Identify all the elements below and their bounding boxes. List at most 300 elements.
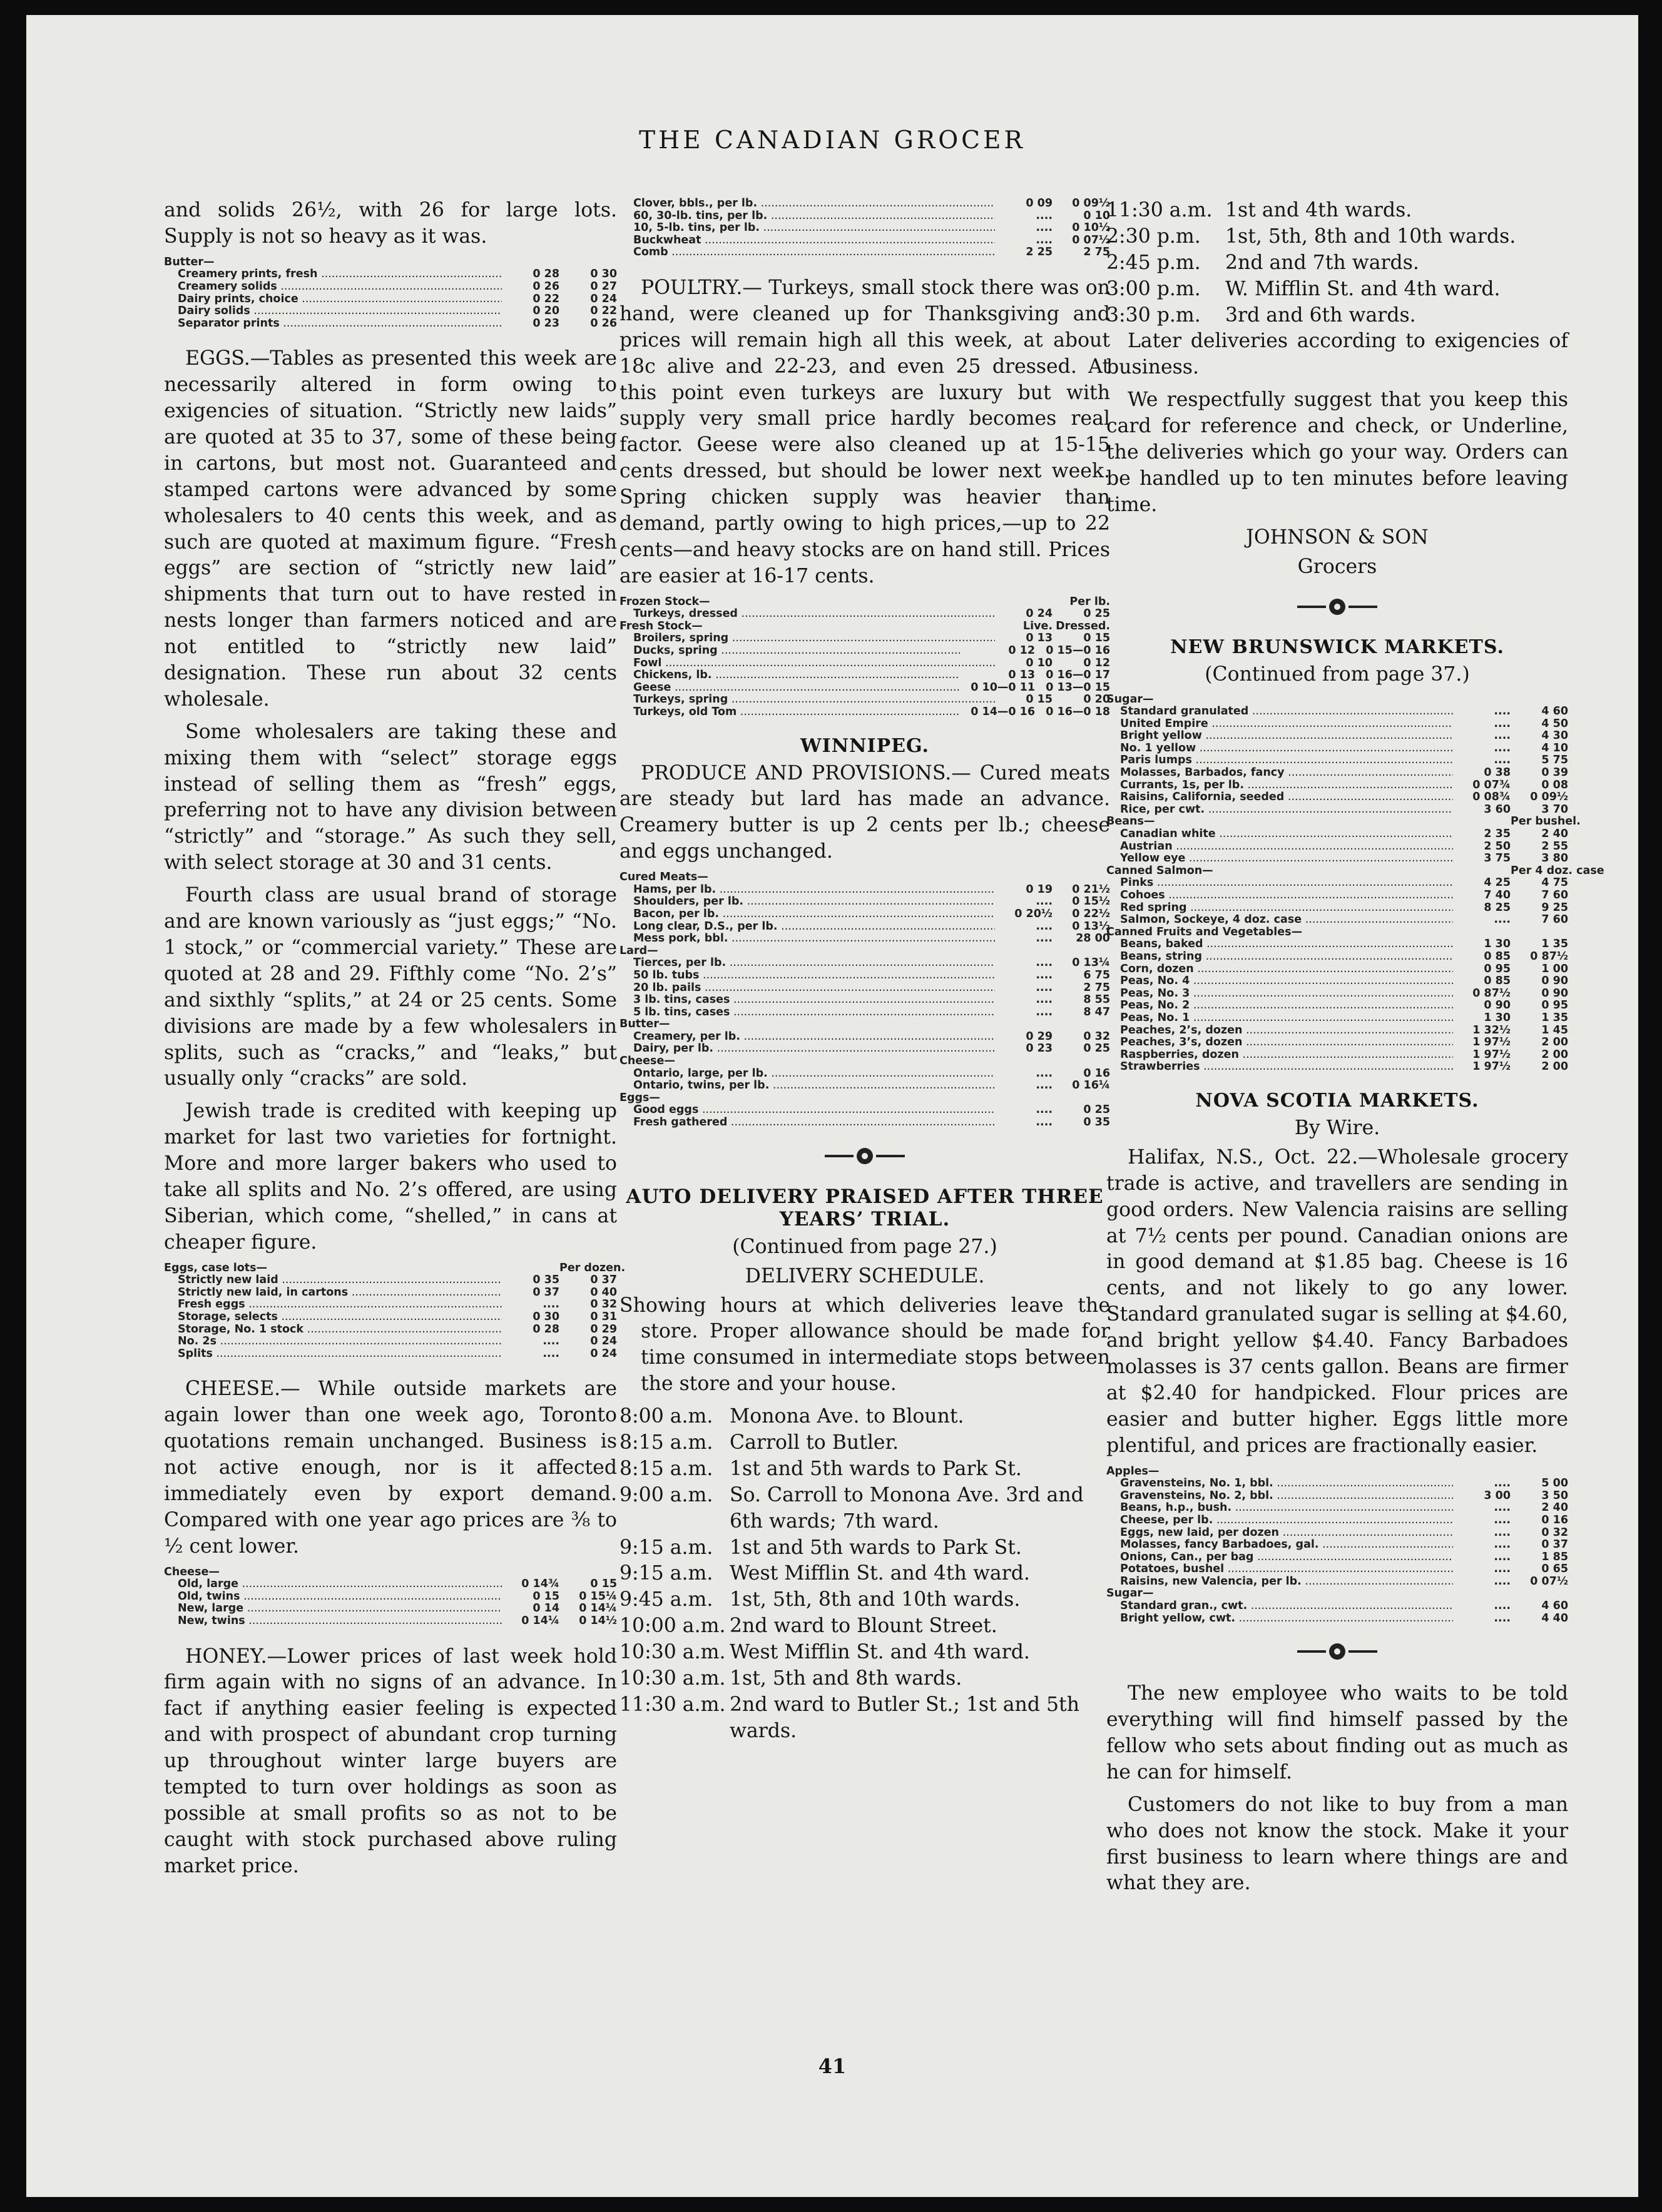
schedule-destination: West Mifflin St. and 4th ward. (730, 1641, 1030, 1664)
schedule-destination: 1st, 5th, 8th and 10th wards. (730, 1588, 1021, 1611)
table-item-name: Comb ..... (619, 246, 995, 259)
schedule-time: 10:30 a.m. (619, 1641, 726, 1664)
table-item-name: Long clear, D.S., per lb. ..... (619, 921, 995, 933)
table-category-row (1106, 815, 1581, 828)
schedule-row (619, 1666, 1110, 1692)
table-item-name: 50 lb. tubs ..... (619, 970, 995, 982)
continued-note: (Continued from page 37.) (1205, 662, 1470, 686)
table-price: 0 15 (533, 1590, 559, 1603)
table-row (164, 1603, 617, 1615)
table-price: 3 70 (1541, 803, 1568, 816)
table-row (619, 994, 1110, 1007)
table-price: 0 35 (1083, 1116, 1110, 1129)
table-row (619, 1043, 1110, 1055)
page-header: THE CANADIAN GROCER (639, 126, 1026, 155)
table-row (164, 318, 617, 330)
table-row (619, 694, 1110, 706)
column-right (1106, 198, 1604, 1903)
table-price: 0 15½ (1072, 895, 1110, 908)
table-price: 0 85 (1484, 975, 1511, 988)
table-item-name: Bacon, per lb. ..... (619, 908, 995, 921)
table-price: 1 30 (1484, 1011, 1511, 1024)
price-table-eggs (164, 1261, 626, 1361)
table-item-name: 10, 5-lb. tins, per lb. ..... (619, 222, 995, 235)
schedule-time: 11:30 a.m. (1106, 199, 1213, 221)
table-row (1106, 1000, 1568, 1012)
table-item-name: Turkeys, old Tom ..... (619, 706, 960, 719)
paragraph: Later deliveries according to exigencies of business. (1106, 330, 1568, 379)
table-item-name: Molasses, fancy Barbadoes, gal. ..... (1106, 1539, 1453, 1551)
table-row (619, 682, 1110, 694)
table-item-name: Gravensteins, No. 1, bbl. ..... (1106, 1478, 1453, 1490)
schedule-row (619, 1483, 1110, 1535)
table-price: 0 30 (590, 268, 617, 281)
table-price: 1 97½ (1472, 1036, 1511, 1049)
schedule-row (619, 1640, 1110, 1666)
table-price: Per lb. (1069, 595, 1110, 608)
schedule-row (619, 1404, 1110, 1430)
schedule-row (1106, 276, 1568, 303)
table-price: 0 20½ (1014, 907, 1053, 920)
table-item-name: Creamery, per lb. ..... (619, 1031, 995, 1043)
table-row (1106, 1539, 1568, 1551)
table-price: 0 13 (1026, 632, 1053, 645)
table-row (619, 896, 1110, 908)
table-price: 0 23 (1026, 1042, 1053, 1055)
table-price: .... (1494, 1563, 1511, 1576)
paragraph: Some wholesalers are taking these and mixing them with “select” storage eggs instead of selling them as “fresh” eggs, preferring not to have any division between “strictly” and “storage.” As such they sell, with select storage at 30 and 31 cents. (164, 720, 617, 875)
table-price: 2 75 (1083, 981, 1110, 994)
table-price: .... (1494, 741, 1511, 754)
table-price: .... (1494, 1600, 1511, 1613)
table-row (1106, 767, 1568, 779)
table-row (1106, 914, 1568, 926)
table-price: 0 16¼ (1072, 1079, 1110, 1092)
table-price: 0 26 (590, 317, 617, 330)
table-row (164, 1591, 617, 1603)
table-price: 1 00 (1541, 962, 1568, 975)
table-price: 0 25 (1083, 1042, 1110, 1055)
table-price: .... (1494, 1575, 1511, 1588)
table-row (1106, 1037, 1568, 1049)
table-item-name: Mess pork, bbl. ..... (619, 933, 995, 945)
table-row (1106, 988, 1568, 1000)
table-price: 0 29 (590, 1322, 617, 1336)
subheading-by-wire: By Wire. (1294, 1116, 1380, 1139)
table-item-name: Salmon, Sockeye, 4 doz. case ..... (1106, 914, 1453, 926)
section-heading-new-brunswick: NEW BRUNSWICK MARKETS. (1170, 636, 1504, 658)
table-price: 0 87½ (1472, 987, 1511, 1000)
price-table-cheese (164, 1566, 617, 1628)
table-category-row (619, 871, 1110, 884)
schedule-time: 8:00 a.m. (619, 1405, 713, 1428)
table-price: 2 35 (1484, 828, 1511, 841)
table-price: 0 14¾ (521, 1578, 559, 1591)
schedule-time: 9:00 a.m. (619, 1483, 713, 1506)
table-row (1106, 779, 1568, 792)
table-item-name: Beans, baked ..... (1106, 938, 1453, 951)
table-row (1106, 1049, 1568, 1062)
table-item-name: Creamery solids ..... (164, 281, 502, 293)
table-category-row (1106, 926, 1568, 939)
table-price: 4 50 (1541, 717, 1568, 730)
schedule-row (619, 1587, 1110, 1613)
table-row (1106, 1502, 1568, 1514)
table-price: 0 32 (590, 1298, 617, 1311)
table-price: 0 12 (1083, 656, 1110, 669)
table-row (164, 1324, 617, 1336)
table-category-label: Butter— (164, 255, 215, 268)
schedule-time: 9:45 a.m. (619, 1588, 713, 1611)
table-category-label: Beans— (1106, 815, 1155, 828)
table-price: 0 25 (1083, 1103, 1110, 1117)
table-price: 0 21½ (1072, 883, 1110, 896)
schedule-destination: 2nd ward to Butler St.; 1st and 5th wards. (730, 1693, 1079, 1742)
table-row (1106, 1012, 1568, 1025)
table-item-name: Peas, No. 1 ..... (1106, 1012, 1453, 1025)
table-row (164, 281, 617, 293)
table-price: 0 20 (533, 305, 559, 318)
table-price: 0 15 (590, 1578, 617, 1591)
table-row (619, 706, 1110, 719)
table-category-row (1106, 1588, 1568, 1600)
table-category-label: Cheese— (619, 1055, 675, 1068)
table-item-name: Yellow eye ..... (1106, 853, 1453, 865)
schedule-destination: Carroll to Butler. (730, 1431, 899, 1454)
schedule-row (1106, 198, 1568, 224)
table-row (619, 657, 1110, 670)
ornament-divider-icon (1293, 596, 1381, 617)
continued-note: (Continued from page 27.) (732, 1235, 997, 1258)
table-price: 2 55 (1541, 840, 1568, 853)
table-row (619, 669, 1110, 682)
table-row (1106, 1514, 1568, 1527)
table-row (164, 293, 617, 306)
table-price: 0 13¼ (1072, 956, 1110, 970)
table-item-name: Turkeys, dressed ..... (619, 608, 995, 621)
table-price: .... (1494, 1477, 1511, 1490)
table-price: 4 60 (1541, 705, 1568, 718)
schedule-destination: So. Carroll to Monona Ave. 3rd and 6th wards; 7th ward. (730, 1483, 1084, 1533)
table-price: 3 80 (1541, 852, 1568, 865)
table-price: .... (1494, 705, 1511, 718)
table-row (164, 1615, 617, 1628)
table-item-name: Raisins, new Valencia, per lb. ..... (1106, 1576, 1453, 1588)
table-row (1106, 1576, 1568, 1588)
schedule-destination: 3rd and 6th wards. (1225, 303, 1416, 327)
table-price: 8 55 (1083, 993, 1110, 1007)
table-row (1106, 743, 1568, 755)
table-category-label: Eggs, case lots— (164, 1261, 268, 1274)
schedule-destination: Monona Ave. to Blount. (730, 1405, 964, 1428)
table-price: .... (1036, 1079, 1053, 1092)
table-row (1106, 877, 1568, 890)
table-row (619, 632, 1110, 645)
table-price: 0 95 (1541, 999, 1568, 1012)
table-item-name: Separator prints ..... (164, 318, 502, 330)
table-category-row (619, 1018, 1110, 1031)
table-price: 0 07½ (1530, 1575, 1568, 1588)
table-price: 0 32 (1083, 1030, 1110, 1043)
table-price: 1 85 (1541, 1550, 1568, 1563)
table-category-label: Frozen Stock— (619, 595, 710, 608)
table-price: .... (1036, 1116, 1053, 1129)
ornament-divider-icon (1293, 1641, 1381, 1662)
table-row (1106, 1061, 1568, 1073)
signature-name: JOHNSON & SON (1246, 525, 1429, 549)
table-price: 0 37 (590, 1274, 617, 1287)
table-price: 0 15 (1026, 693, 1053, 706)
page-number: 41 (818, 2054, 847, 2078)
table-price: 0 16 (1083, 1067, 1110, 1080)
table-price: 0 10—0 11 (971, 681, 1035, 694)
price-table-nova-scotia (1106, 1466, 1568, 1625)
table-price: 0 23 (533, 317, 559, 330)
table-row (164, 1299, 617, 1311)
schedule-time: 10:00 a.m. (619, 1615, 726, 1638)
table-price: 5 75 (1541, 754, 1568, 767)
table-item-name: United Empire ..... (1106, 718, 1453, 731)
table-price: 4 30 (1541, 729, 1568, 743)
table-item-name: Red spring ..... (1106, 902, 1453, 915)
table-row (1106, 828, 1568, 841)
table-price: 0 20 (1083, 693, 1110, 706)
table-item-name: Standard gran., cwt. ..... (1106, 1600, 1453, 1613)
table-price: 0 07½ (1072, 233, 1110, 246)
table-price: 0 28 (533, 268, 559, 281)
table-price: 0 24 (590, 1335, 617, 1348)
table-item-name: Beans, string ..... (1106, 951, 1453, 963)
table-item-name: Molasses, Barbados, fancy ..... (1106, 767, 1453, 779)
table-price: .... (1036, 1067, 1053, 1080)
table-item-name: Currants, 1s, per lb. ..... (1106, 779, 1453, 792)
table-item-name: Strictly new laid ..... (164, 1274, 502, 1287)
table-price: .... (1494, 1538, 1511, 1551)
schedule-row (1106, 224, 1568, 250)
table-item-name: Ducks, spring ..... (619, 645, 960, 657)
table-price: 0 38 (1484, 766, 1511, 779)
table-price: 1 30 (1484, 938, 1511, 951)
schedule-destination: 1st and 4th wards. (1225, 199, 1412, 221)
schedule-row (1106, 250, 1568, 276)
section-heading-auto-delivery: AUTO DELIVERY PRAISED AFTER THREE YEARS’ TRIAL. (626, 1185, 1104, 1230)
schedule-destination: 1st, 5th, 8th and 10th wards. (1225, 225, 1516, 248)
table-price: .... (1494, 1550, 1511, 1563)
table-item-name: Standard granulated ..... (1106, 706, 1453, 718)
schedule-row (619, 1535, 1110, 1561)
table-item-name: Strawberries ..... (1106, 1061, 1453, 1073)
table-item-name: New, twins ..... (164, 1615, 502, 1628)
table-price: 0 90 (1484, 999, 1511, 1012)
table-item-name: Storage, selects ..... (164, 1311, 502, 1324)
table-price: 0 15¼ (579, 1590, 617, 1603)
table-row (619, 908, 1110, 921)
table-item-name: Storage, No. 1 stock ..... (164, 1324, 502, 1336)
table-item-name: Paris lumps ..... (1106, 754, 1453, 767)
table-price: 0 16—0 18 (1046, 706, 1110, 718)
table-item-name: Raspberries, dozen ..... (1106, 1049, 1453, 1062)
table-price: 0 14¼ (579, 1602, 617, 1615)
paragraph: The new employee who waits to be told everything will find himself passed by the fellow who sets about finding out as much as he can for himself. (1106, 1682, 1568, 1783)
table-price: .... (1494, 717, 1511, 730)
table-item-name: Old, twins ..... (164, 1591, 502, 1603)
table-row (619, 957, 1110, 970)
table-price: 3 60 (1484, 803, 1511, 816)
table-row (619, 921, 1110, 933)
paragraph: Jewish trade is credited with keeping up market for last two varieties for fortnight. More and more larger bakers who used to take all splits and No. 2’s offered, are using Siberian, which come, “shelled,” in cans at cheaper figure. (164, 1100, 617, 1254)
table-price: 0 15 (1083, 632, 1110, 645)
table-row (1106, 975, 1568, 988)
table-item-name: Clover, bbls., per lb. ..... (619, 198, 995, 210)
price-table-winnipeg (619, 871, 1110, 1129)
table-price: 0 13—0 15 (1046, 681, 1110, 694)
table-category-label: Canned Salmon— (1106, 864, 1213, 877)
schedule-time: 8:15 a.m. (619, 1431, 713, 1454)
column-middle (619, 198, 1110, 1745)
table-item-name: Canadian white ..... (1106, 828, 1453, 841)
table-item-name: Ontario, twins, per lb. ..... (619, 1080, 995, 1092)
table-row (1106, 791, 1568, 804)
table-price: 0 30 (533, 1311, 559, 1323)
table-price: 9 25 (1541, 901, 1568, 914)
table-row (619, 982, 1110, 995)
schedule-destination: 2nd ward to Blount Street. (730, 1615, 997, 1638)
table-item-name: Splits ..... (164, 1348, 502, 1361)
newspaper-page (26, 15, 1638, 2197)
paragraph-poultry: POULTRY.— Turkeys, small stock there was on hand, were cleaned up for Thanksgiving and prices will remain high all this week, at about 18c alive and 22-23, and even 25 dressed. At this point even turkeys are luxury but with supply very small price hardly becomes real factor. Geese were also cleaned up at 15-15 cents dressed, but should be lower next week. Spring chicken supply was heavier than demand, partly owing to high prices,—up to 22 cents—and heavy stocks are on hand still. Prices are easier at 16-17 cents. (619, 276, 1110, 587)
table-price: 0 25 (1083, 607, 1110, 621)
table-price: .... (1036, 233, 1053, 246)
price-table-honey (619, 198, 1110, 259)
table-price: 0 15—0 16 (1046, 644, 1110, 657)
table-row (1106, 1478, 1568, 1490)
table-row (1106, 890, 1568, 902)
schedule-time: 8:15 a.m. (619, 1457, 713, 1480)
schedule-time: 2:30 p.m. (1106, 225, 1201, 248)
table-price: 0 37 (533, 1286, 559, 1299)
table-price: .... (1036, 895, 1053, 908)
paragraph-eggs: EGGS.—Tables as presented this week are necessarily altered in form owing to exigencies of situation. “Strictly new laids” are quoted at 35 to 37, some of these being in cartons, but most not. Guaranteed and stamped cartons were advanced by some wholesalers to 40 cents this week, and as such are quoted at maximum figure. “Fresh eggs” are section of “strictly new laid” shipments that turn out to have rested in nests longer than farmers noticed and are not entitled to “strictly new laid” designation. These run about 32 cents wholesale. (164, 347, 617, 711)
table-price: 2 75 (1083, 246, 1110, 259)
subheading-delivery-schedule: DELIVERY SCHEDULE. (745, 1264, 985, 1287)
table-row (164, 1578, 617, 1591)
table-price: .... (1036, 968, 1053, 982)
table-item-name: Peaches, 2’s, dozen ..... (1106, 1025, 1453, 1037)
schedule-destination: 1st, 5th and 8th wards. (730, 1667, 962, 1690)
table-price: 0 22½ (1072, 907, 1110, 920)
table-price: 4 75 (1541, 876, 1568, 890)
delivery-schedule-list (619, 1404, 1110, 1745)
table-item-name: Pinks ..... (1106, 877, 1453, 890)
table-price: 2 40 (1541, 1501, 1568, 1514)
table-row (1106, 804, 1568, 816)
table-price: 0 14¼ (521, 1614, 559, 1627)
signature-title: Grocers (1297, 555, 1377, 578)
table-item-name: Cohoes ..... (1106, 890, 1453, 902)
table-row (1106, 1600, 1568, 1613)
table-row (619, 884, 1110, 896)
table-price: 1 35 (1541, 1011, 1568, 1024)
table-price: 0 12 (1008, 644, 1035, 657)
table-row (619, 1117, 1110, 1129)
schedule-row (619, 1613, 1110, 1640)
table-price: 0 10 (1083, 209, 1110, 222)
table-price: 0 14 (533, 1602, 559, 1615)
table-price: .... (1494, 729, 1511, 743)
table-item-name: Gravensteins, No. 2, bbl. ..... (1106, 1490, 1453, 1503)
table-price: 0 24 (1026, 607, 1053, 621)
table-price: 7 60 (1541, 889, 1568, 901)
table-category-label: Cheese— (164, 1565, 220, 1578)
table-price: 0 10½ (1072, 221, 1110, 235)
table-price: .... (1494, 754, 1511, 767)
table-price: 3 50 (1541, 1489, 1568, 1502)
table-item-name: Hams, per lb. ..... (619, 884, 995, 896)
table-row (619, 970, 1110, 982)
price-table-butter (164, 256, 617, 330)
price-table-poultry (619, 596, 1110, 719)
table-item-name: Creamery prints, fresh ..... (164, 268, 502, 281)
table-price: .... (1036, 932, 1053, 945)
table-row (1106, 754, 1568, 767)
table-category-row (619, 1092, 1110, 1105)
table-row (1106, 718, 1568, 731)
table-item-name: Turkeys, spring ..... (619, 694, 995, 706)
table-price: 1 32½ (1472, 1023, 1511, 1037)
table-item-name: Buckwheat ..... (619, 235, 995, 247)
table-item-name: No. 1 yellow ..... (1106, 743, 1453, 755)
table-item-name: 5 lb. tins, cases ..... (619, 1007, 995, 1019)
table-row (619, 933, 1110, 945)
schedule-row (619, 1561, 1110, 1587)
table-item-name: Austrian ..... (1106, 841, 1453, 853)
table-item-name: Chickens, lb. ..... (619, 669, 960, 682)
table-price: 0 40 (590, 1286, 617, 1299)
table-row (619, 645, 1110, 657)
table-price: .... (543, 1298, 559, 1311)
table-price: .... (1494, 1526, 1511, 1539)
table-row (1106, 1025, 1568, 1037)
table-row (619, 235, 1110, 247)
table-category-row (1106, 864, 1604, 878)
table-price: 0 22 (533, 292, 559, 305)
table-price: 0 28 (533, 1322, 559, 1336)
table-price: 7 40 (1484, 889, 1511, 901)
table-price: 5 00 (1541, 1477, 1568, 1490)
table-row (619, 1080, 1110, 1092)
table-price: .... (1036, 209, 1053, 222)
table-price: 0 65 (1541, 1563, 1568, 1576)
table-price: 0 32 (1541, 1526, 1568, 1539)
table-item-name: Onions, Can., per bag ..... (1106, 1551, 1453, 1564)
table-item-name: Eggs, new laid, per dozen ..... (1106, 1527, 1453, 1540)
table-item-name: Peaches, 3’s, dozen ..... (1106, 1037, 1453, 1049)
table-item-name: Peas, No. 2 ..... (1106, 1000, 1453, 1012)
schedule-time: 11:30 a.m. (619, 1693, 726, 1716)
table-category-row (164, 256, 617, 269)
table-price: 2 50 (1484, 840, 1511, 853)
table-category-label: Fresh Stock— (619, 619, 703, 632)
schedule-destination: 1st and 5th wards to Park St. (730, 1457, 1022, 1480)
table-item-name: Ontario, large, per lb. ..... (619, 1068, 995, 1080)
table-price: 0 95 (1484, 962, 1511, 975)
table-item-name: New, large ..... (164, 1603, 502, 1615)
table-price: .... (543, 1335, 559, 1348)
table-price: 1 35 (1541, 938, 1568, 951)
table-row (1106, 951, 1568, 963)
table-category-label: Eggs— (619, 1091, 660, 1104)
table-price: 0 37 (1541, 1538, 1568, 1551)
